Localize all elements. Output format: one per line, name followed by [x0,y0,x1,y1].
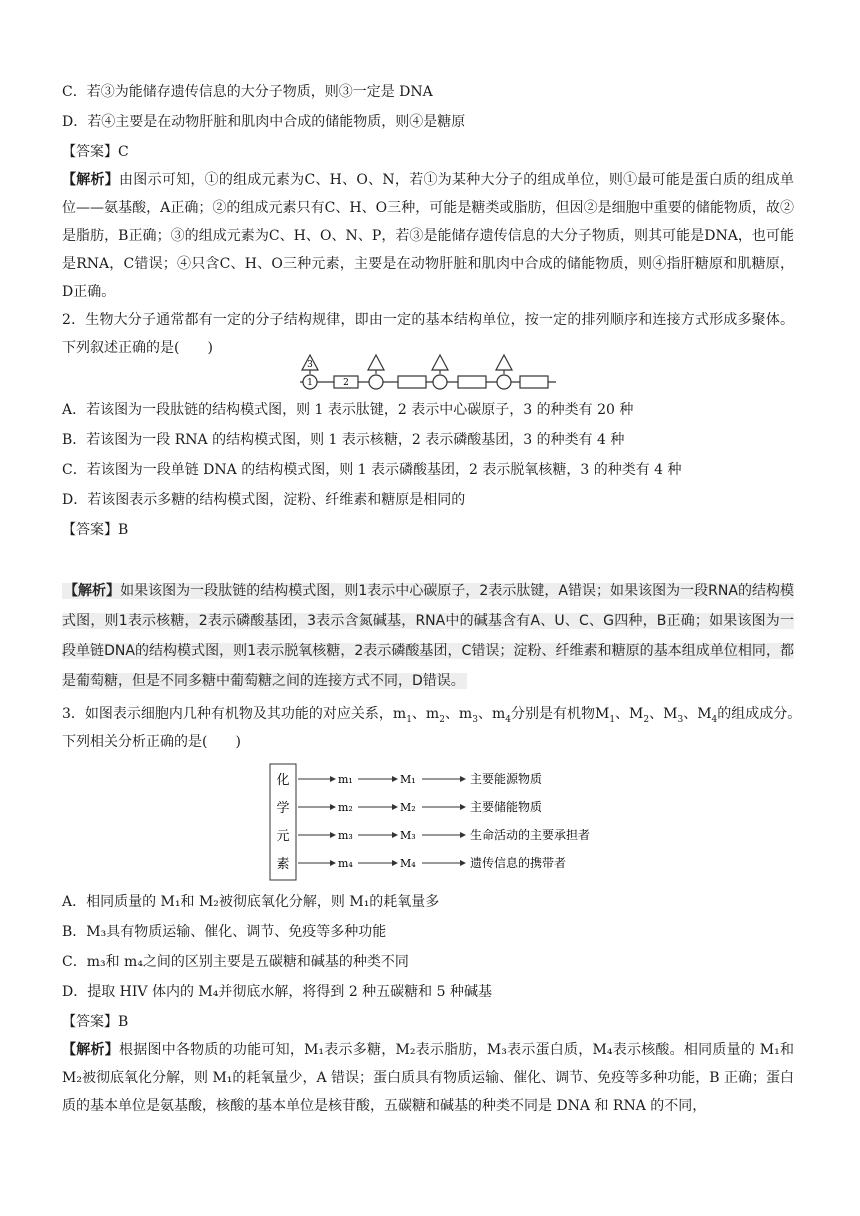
arrow-icon [460,776,466,782]
q2-answer: 【答案】B [62,522,129,538]
box-char: 素 [276,857,290,872]
q2-option-c: C．若该图为一段单链 DNA 的结构模式图，则 1 表示磷酸基团，2 表示脱氧核糖，3 的种类有 4 种 [62,462,682,478]
arrow-icon [330,776,336,782]
box-char: 化 [276,773,290,788]
arrow-icon [460,832,466,838]
arrow-icon [330,804,336,810]
m-label: m₂ [338,801,353,814]
q2-option-d: D．若该图表示多糖的结构模式图，淀粉、纤维素和糖原是相同的 [62,492,466,508]
q2-structure-diagram [300,352,560,392]
q3-stem-part-a: 3．如图表示细胞内几种有机物及其功能的对应关系， [62,706,393,722]
q1-option-d: D．若④主要是在动物肝脏和肌肉中合成的储能物质，则④是糖原 [62,114,466,130]
M-label: M₃ [400,829,416,842]
q1-analysis-text: 由图示可知，①的组成元素为C、H、O、N，若①为某种大分子的组成单位，则①最可能是蛋白质的组成单位——氨基酸，A正确；②的组成元素只有C、H、O三种，可能是糖类或脂肪，但因②是细胞中重要的储能物质，故②是脂肪，B正确；③的组成元素为C、H、O、N、P，若③是能储存遗传信息的大分子物质，则其可能是DNA，也可能是RNA，C错误；④只含C、H、O三种元素，主要是在动物肝脏和肌肉中合成的储能物质，则④指肝糖原和肌糖原，D正确。 [62,172,794,300]
q3-relation-diagram [268,762,608,884]
diagram-label-3: 3 [307,360,313,370]
q2-analysis-block [62,583,794,689]
q3-option-b: B．M₃具有物质运输、催化、调节、免疫等多种功能 [62,924,387,940]
box-char: 学 [276,801,290,816]
arrow-icon [330,860,336,866]
function-label: 主要储能物质 [470,800,543,814]
function-label: 主要能源物质 [470,772,543,786]
q3-stem-part-b: 分别是有机物 [510,706,595,722]
q2-analysis-label: 【解析】 [64,583,121,599]
q2-option-b: B．若该图为一段 RNA 的结构模式图，则 1 表示核糖，2 表示磷酸基团，3 的种类有 4 种 [62,432,625,448]
q3-option-d: D．提取 HIV 体内的 M₄并彻底水解，将得到 2 种五碳糖和 5 种碱基 [62,984,492,1000]
q3-analysis [62,1036,794,1120]
q3-stem-part-c: 的组成成分。 [717,706,802,722]
M-label: M₄ [400,857,416,870]
q2-analysis-text: 如果该图为一段肽链的结构模式图，则1表示中心碳原子，2表示肽键，A错误；如果该图为一段RNA的结构模式图，则1表示核糖，2表示磷酸基团，3表示含氮碱基，RNA中的碱基含有A、U、C、G四种，B正确；如果该图为一段单链DNA的结构模式图，则1表示脱氧核糖，2表示磷酸基团，C错误；淀粉、纤维素和糖原的基本组成单位相同，都是葡萄糖，但是不同多糖中葡萄糖之间的连接方式不同，D错误。 [62,583,795,689]
q2-analysis [62,576,794,696]
q3-option-c: C．m₃和 m₄之间的区别主要是五碳糖和碱基的种类不同 [62,954,409,970]
q2-option-a: A．若该图为一段肽链的结构模式图，则 1 表示肽键，2 表示中心碳原子，3 的种类有 20 种 [62,402,634,418]
diagram-label-1: 1 [307,378,313,388]
diagram-row-4 [298,855,566,870]
function-label: 遗传信息的携带者 [470,856,567,870]
arrow-icon [330,832,336,838]
arrow-icon [460,860,466,866]
M-label: M₂ [400,801,416,814]
arrow-icon [392,776,398,782]
q1-analysis [62,166,794,306]
q3-answer: 【答案】B [62,1014,129,1030]
q1-analysis-label: 【解析】 [62,172,120,188]
q3-analysis-text: 根据图中各物质的功能可知，M₁表示多糖，M₂表示脂肪，M₃表示蛋白质，M₄表示核酸。相同质量的 M₁和 M₂被彻底氧化分解，则 M₁的耗氧量少，A 错误；蛋白质具有物质运输、催化、调节、免疫等多种功能，B 正确；蛋白质的基本单位是氨基酸，核酸的基本单位是核苷酸，五碳糖和碱基的种类不同是 DNA 和 RNA 的不同， [62,1042,795,1114]
q2-stem: 2．生物大分子通常都有一定的分子结构规律，即由一定的基本结构单位，按一定的排列顺序和连接方式形成多聚体。下列叙述正确的是( ) [62,312,794,356]
diagram-row-3 [298,827,590,842]
M-label: M₁ [400,773,416,786]
diagram-row-1 [298,771,542,786]
arrow-icon [392,832,398,838]
diagram-row-2 [298,799,542,814]
arrow-icon [392,804,398,810]
q1-answer: 【答案】C [62,144,129,160]
function-label: 生命活动的主要承担者 [470,828,591,842]
box-char: 元 [276,829,290,844]
arrow-icon [392,860,398,866]
q1-option-c: C．若③为能储存遗传信息的大分子物质，则③一定是 DNA [62,84,433,100]
q3-analysis-label: 【解析】 [62,1042,119,1058]
q3-option-a: A．相同质量的 M₁和 M₂被彻底氧化分解，则 M₁的耗氧量多 [62,894,440,910]
m-label: m₁ [338,773,353,786]
arrow-icon [460,804,466,810]
q3-stem: 3．如图表示细胞内几种有机物及其功能的对应关系，$m_1$、$m_2$、$m_3$、$m_4$分别是有机物$M_1$、$M_2$、$M_3$、$M_4$的组成成分。 [62,706,802,725]
diagram-label-2: 2 [343,378,349,388]
q3-stem-line2: 下列相关分析正确的是( ) [62,734,241,750]
m-label: m₄ [338,857,353,870]
m-label: m₃ [338,829,353,842]
